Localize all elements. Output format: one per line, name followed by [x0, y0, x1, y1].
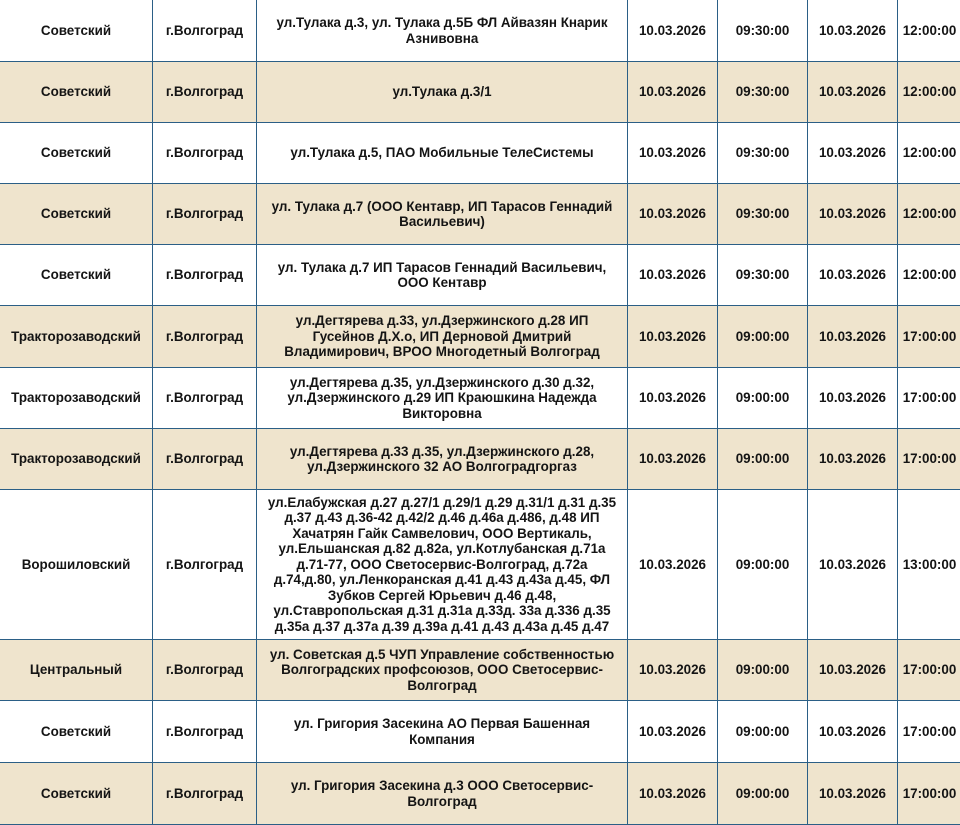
address-cell: ул. Тулака д.7 (ООО Кентавр, ИП Тарасов Геннадий Васильевич) [257, 184, 628, 245]
end-date-cell: 10.03.2026 [808, 62, 898, 123]
end-date-cell: 10.03.2026 [808, 429, 898, 490]
end-date-cell: 10.03.2026 [808, 0, 898, 62]
address-cell: ул. Советская д.5 ЧУП Управление собственностью Волгоградских профсоюзов, ООО Светосервис-Волгоград [257, 640, 628, 701]
start-date-cell: 10.03.2026 [628, 0, 718, 62]
address-cell: ул. Тулака д.7 ИП Тарасов Геннадий Васильевич, ООО Кентавр [257, 245, 628, 306]
end-time-cell: 13:00:00 [898, 490, 960, 640]
table-row [0, 306, 960, 368]
city-cell: г.Волгоград [153, 184, 257, 245]
start-time-cell: 09:00:00 [718, 701, 808, 763]
end-date-cell: 10.03.2026 [808, 640, 898, 701]
end-date-cell: 10.03.2026 [808, 123, 898, 184]
start-time-cell: 09:00:00 [718, 368, 808, 429]
end-date-cell: 10.03.2026 [808, 306, 898, 368]
start-time-cell: 09:30:00 [718, 245, 808, 306]
start-time-cell: 09:00:00 [718, 429, 808, 490]
district-cell: Советский [0, 245, 153, 306]
city-cell: г.Волгоград [153, 0, 257, 62]
end-time-cell: 12:00:00 [898, 245, 960, 306]
end-time-cell: 17:00:00 [898, 368, 960, 429]
end-time-cell: 17:00:00 [898, 306, 960, 368]
end-date-cell: 10.03.2026 [808, 184, 898, 245]
start-date-cell: 10.03.2026 [628, 640, 718, 701]
start-time-cell: 09:30:00 [718, 0, 808, 62]
start-time-cell: 09:30:00 [718, 184, 808, 245]
city-cell: г.Волгоград [153, 763, 257, 825]
end-time-cell: 12:00:00 [898, 0, 960, 62]
city-cell: г.Волгоград [153, 490, 257, 640]
table-row [0, 490, 960, 640]
end-date-cell: 10.03.2026 [808, 368, 898, 429]
start-date-cell: 10.03.2026 [628, 123, 718, 184]
end-date-cell: 10.03.2026 [808, 701, 898, 763]
district-cell: Советский [0, 763, 153, 825]
district-cell: Советский [0, 62, 153, 123]
district-cell: Ворошиловский [0, 490, 153, 640]
table-row [0, 0, 960, 62]
table-row [0, 184, 960, 245]
table-row [0, 123, 960, 184]
district-cell: Тракторозаводский [0, 368, 153, 429]
table-row [0, 245, 960, 306]
end-date-cell: 10.03.2026 [808, 245, 898, 306]
address-cell: ул. Григория Засекина д.3 ООО Светосервис-Волгоград [257, 763, 628, 825]
address-cell: ул.Тулака д.3/1 [257, 62, 628, 123]
start-time-cell: 09:30:00 [718, 62, 808, 123]
end-time-cell: 12:00:00 [898, 62, 960, 123]
district-cell: Тракторозаводский [0, 306, 153, 368]
start-date-cell: 10.03.2026 [628, 763, 718, 825]
start-date-cell: 10.03.2026 [628, 429, 718, 490]
end-time-cell: 12:00:00 [898, 184, 960, 245]
address-cell: ул.Тулака д.3, ул. Тулака д.5Б ФЛ Айвазян Кнарик Азнивовна [257, 0, 628, 62]
district-cell: Советский [0, 701, 153, 763]
start-time-cell: 09:00:00 [718, 763, 808, 825]
city-cell: г.Волгоград [153, 368, 257, 429]
city-cell: г.Волгоград [153, 62, 257, 123]
address-cell: ул.Елабужская д.27 д.27/1 д.29/1 д.29 д.31/1 д.31 д.35 д.37 д.43 д.36-42 д.42/2 д.46 д.46а д.486, д.48 ИП Хачатрян Гайк Самвелович, ООО Вертикаль, ул.Ельшанская д.82 д.82а, ул.Котлубанская д.71а д.71-77, ООО Светосервис-Волгоград, д.72а д.74,д.80, ул.Ленкоранская д.41 д.43 д.43а д.45, ФЛ Зубков Сергей Юрьевич д.46 д.48, ул.Ставропольская д.31 д.31а д.33д. 33а д.336 д.35 д.35а д.37 д.37а д.39 д.39а д.41 д.43 д.43а д.45 д.47 [257, 490, 628, 640]
table-row [0, 62, 960, 123]
start-date-cell: 10.03.2026 [628, 368, 718, 429]
city-cell: г.Волгоград [153, 123, 257, 184]
end-time-cell: 17:00:00 [898, 701, 960, 763]
end-time-cell: 12:00:00 [898, 123, 960, 184]
district-cell: Советский [0, 184, 153, 245]
start-date-cell: 10.03.2026 [628, 490, 718, 640]
start-date-cell: 10.03.2026 [628, 245, 718, 306]
start-date-cell: 10.03.2026 [628, 62, 718, 123]
start-time-cell: 09:30:00 [718, 123, 808, 184]
table-row [0, 429, 960, 490]
end-time-cell: 17:00:00 [898, 763, 960, 825]
city-cell: г.Волгоград [153, 306, 257, 368]
end-time-cell: 17:00:00 [898, 429, 960, 490]
district-cell: Советский [0, 123, 153, 184]
city-cell: г.Волгоград [153, 245, 257, 306]
city-cell: г.Волгоград [153, 701, 257, 763]
table-row [0, 763, 960, 825]
start-date-cell: 10.03.2026 [628, 184, 718, 245]
address-cell: ул. Григория Засекина АО Первая Башенная Компания [257, 701, 628, 763]
start-date-cell: 10.03.2026 [628, 701, 718, 763]
district-cell: Тракторозаводский [0, 429, 153, 490]
address-cell: ул.Дегтярева д.35, ул.Дзержинского д.30 д.32, ул.Дзержинского д.29 ИП Краюшкина Надежда Викторовна [257, 368, 628, 429]
table-row [0, 640, 960, 701]
end-date-cell: 10.03.2026 [808, 490, 898, 640]
start-date-cell: 10.03.2026 [628, 306, 718, 368]
start-time-cell: 09:00:00 [718, 640, 808, 701]
city-cell: г.Волгоград [153, 429, 257, 490]
district-cell: Центральный [0, 640, 153, 701]
start-time-cell: 09:00:00 [718, 306, 808, 368]
start-time-cell: 09:00:00 [718, 490, 808, 640]
table-row [0, 701, 960, 763]
district-cell: Советский [0, 0, 153, 62]
address-cell: ул.Тулака д.5, ПАО Мобильные ТелеСистемы [257, 123, 628, 184]
end-date-cell: 10.03.2026 [808, 763, 898, 825]
city-cell: г.Волгоград [153, 640, 257, 701]
end-time-cell: 17:00:00 [898, 640, 960, 701]
table-row [0, 368, 960, 429]
address-cell: ул.Дегтярева д.33 д.35, ул.Дзержинского д.28, ул.Дзержинского 32 АО Волгоградгоргаз [257, 429, 628, 490]
address-cell: ул.Дегтярева д.33, ул.Дзержинского д.28 ИП Гусейнов Д.Х.о, ИП Дерновой Дмитрий Владимирович, ВРОО Многодетный Волгоград [257, 306, 628, 368]
